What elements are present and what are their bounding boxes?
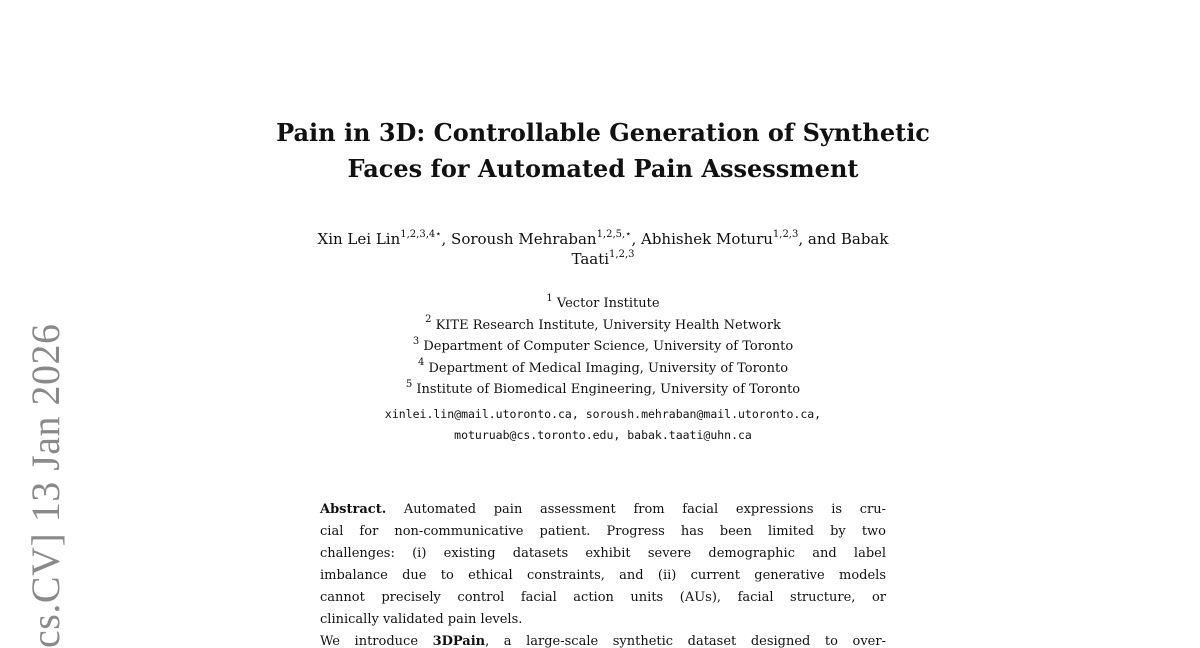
author-4-prefix: , and Babak <box>798 230 889 248</box>
abstract-line-4: imbalance due to ethical constraints, and (ii) current generative models <box>320 568 886 583</box>
affiliation-2-number: 2 <box>425 314 432 326</box>
paper-title <box>230 115 976 187</box>
author-2-name: Soroush Mehraban <box>451 230 597 248</box>
affiliation-4 <box>250 358 956 380</box>
affiliation-5-number: 5 <box>405 378 413 390</box>
affiliation-3-text: Department of Computer Science, University of Toronto <box>423 339 794 354</box>
intro-suffix: , a large-scale synthetic dataset designed to over- <box>485 634 886 648</box>
author-1-name: Xin Lei Lin <box>317 230 401 248</box>
email-line-2: moturuab@cs.toronto.edu, babak.taati@uhn.ca <box>454 428 752 442</box>
email-line-1: xinlei.lin@mail.utoronto.ca, soroush.mehraban@mail.utoronto.ca, <box>384 407 822 421</box>
abstract <box>320 499 886 648</box>
affiliation-1-number: 1 <box>546 292 553 304</box>
title-line-1: Pain in 3D: Controllable Generation of Synthetic <box>276 118 930 147</box>
affiliation-5 <box>250 379 956 401</box>
affiliation-1-text: Vector Institute <box>556 296 660 311</box>
abstract-line-2: cial for non-communicative patient. Progress has been limited by two <box>320 524 886 539</box>
abstract-heading: Abstract. <box>320 502 387 517</box>
author-1-affil: 1,2,3,4⋆ <box>400 229 442 240</box>
abstract-line-6: clinically validated pain levels. <box>320 612 523 627</box>
affiliation-4-number: 4 <box>417 357 425 369</box>
affiliation-5-text: Institute of Biomedical Engineering, University of Toronto <box>416 382 801 397</box>
dataset-name: 3DPain <box>432 634 486 648</box>
author-3-affil: 1,2,3 <box>772 229 799 240</box>
arxiv-side-stamp: cs.CV] 13 Jan 2026 <box>23 323 68 648</box>
intro-prefix: We introduce <box>320 634 433 648</box>
affiliation-3 <box>250 336 956 358</box>
abstract-line-1-text: Automated pain assessment from facial expressions is cru- <box>386 502 886 517</box>
abstract-line-3: challenges: (i) existing datasets exhibit severe demographic and label <box>320 546 886 561</box>
affiliation-2 <box>250 315 956 337</box>
affiliation-2-text: KITE Research Institute, University Health Network <box>435 317 781 333</box>
email-list <box>250 404 956 446</box>
affiliation-4-text: Department of Medical Imaging, University of Toronto <box>428 360 789 376</box>
abstract-line-5: cannot precisely control facial action units (AUs), facial structure, or <box>320 590 886 605</box>
author-4-affil: 1,2,3 <box>609 249 635 260</box>
abstract-line-7 <box>320 631 886 648</box>
author-2-affil: 1,2,5,⋆ <box>596 229 632 240</box>
affiliation-1 <box>250 293 956 315</box>
author-4-name: Taati <box>571 250 610 268</box>
affiliation-list <box>250 293 956 401</box>
author-list: Xin Lei Lin$^{1,2,3,4⋆}$, Soroush Mehraban$^{1,2,5,⋆}$, Abhishek Moturu$^{1,2,3}$, and Babak Taati$^{1,2,3}$ <box>317 229 889 268</box>
author-3-name: Abhishek Moturu <box>641 230 773 248</box>
title-line-2: Faces for Automated Pain Assessment <box>347 154 859 183</box>
affiliation-3-number: 3 <box>412 335 420 347</box>
abstract-line-1 <box>320 499 886 521</box>
